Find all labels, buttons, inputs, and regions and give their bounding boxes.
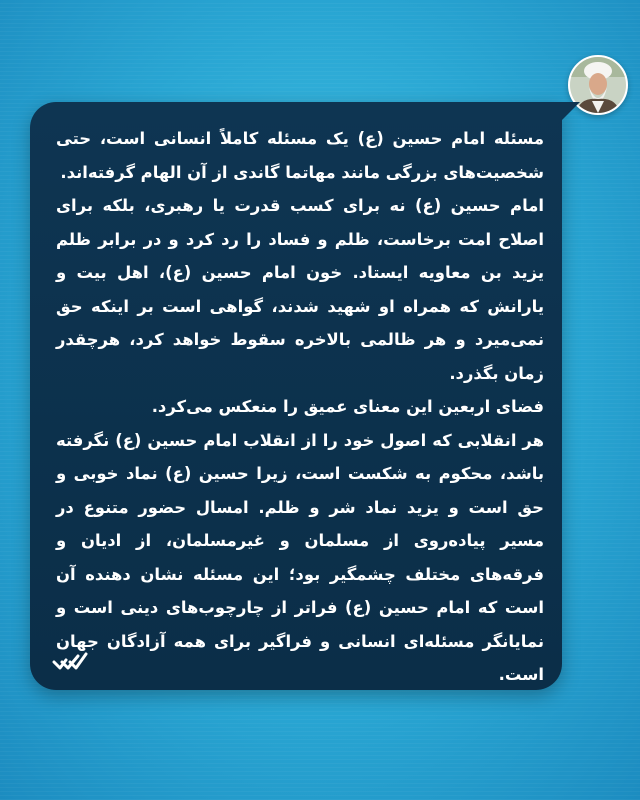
brand-chevrons-icon: [52, 648, 88, 672]
paragraph-2: امام حسین (ع) نه برای کسب قدرت یا رهبری، بلکه برای اصلاح امت برخاست، ظلم و فساد را رد کرد و در برابر ظلم یزید بن معاویه ایستاد. خون امام حسین (ع)، اهل بیت و یارانش که همراه او شهید شدند، گواهی است بر اینکه حق نمی‌میرد و هر ظالمی بالاخره سقوط خواهد کرد، هرچقدر زمان بگذرد.: [56, 196, 544, 383]
brand-logo: [52, 648, 88, 672]
message-text: [56, 122, 544, 692]
paragraph-3: فضای اربعین این معنای عمیق را منعکس می‌کرد.: [151, 397, 544, 416]
paragraph-1: مسئله امام حسین (ع) یک مسئله کاملاً انسانی است، حتی شخصیت‌های بزرگی مانند مهاتما گاندی از آن الهام گرفته‌اند.: [56, 129, 544, 182]
bubble-tail: [558, 102, 580, 124]
message-bubble: [30, 102, 562, 690]
paragraph-4: هر انقلابی که اصول خود را از انقلاب امام حسین (ع) نگرفته باشد، محکوم به شکست است، زیرا حسین (ع) نماد خوبی و حق است و یزید نماد شر و ظلم. امسال حضور متنوع در مسیر پیاده‌روی از مسلمان و غیرمسلمان، از ادیان و فرقه‌های مختلف چشمگیر بود؛ این مسئله نشان دهنده آن است که امام حسین (ع) فراتر از چارچوب‌های دینی است و نمایانگر مسئله‌ای انسانی و فراگیر برای همه آزادگان جهان است.: [56, 430, 544, 684]
